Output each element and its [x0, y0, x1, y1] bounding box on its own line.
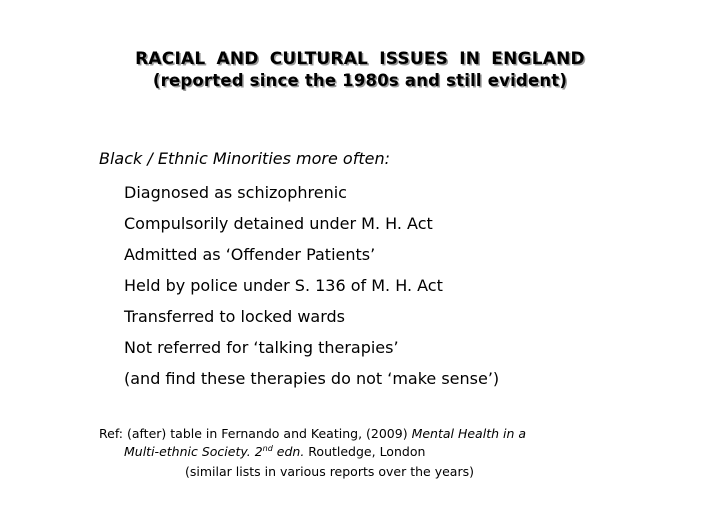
subheading: Black / Ethnic Minorities more often:	[99, 149, 390, 168]
slide-title-line-1: RACIAL AND CULTURAL ISSUES IN ENGLAND	[135, 49, 585, 69]
list-item: Diagnosed as schizophrenic	[124, 183, 347, 202]
issue-list	[124, 182, 499, 399]
reference-prefix: Ref: (after) table in Fernando and Keating, (2009)	[99, 426, 412, 441]
list-item: (and find these therapies do not ‘make sense’)	[124, 369, 500, 388]
list-item: Transferred to locked wards	[124, 307, 346, 326]
book-title-part-1: Mental Health in a	[411, 426, 527, 441]
publisher: Routledge, London	[304, 444, 426, 459]
book-title-part-2: Multi-ethnic Society. 2	[124, 444, 263, 459]
edition-superscript: nd	[262, 443, 273, 453]
list-item: Not referred for ‘talking therapies’	[124, 338, 399, 357]
footnote: (similar lists in various reports over the years)	[185, 464, 474, 479]
list-item: Held by police under S. 136 of M. H. Act	[124, 276, 443, 295]
reference-citation	[99, 425, 526, 461]
list-item: Compulsorily detained under M. H. Act	[124, 214, 433, 233]
slide-title-line-2: (reported since the 1980s and still evident)	[152, 71, 568, 90]
list-item: Admitted as ‘Offender Patients’	[124, 245, 376, 264]
edition-suffix: edn.	[272, 444, 305, 459]
